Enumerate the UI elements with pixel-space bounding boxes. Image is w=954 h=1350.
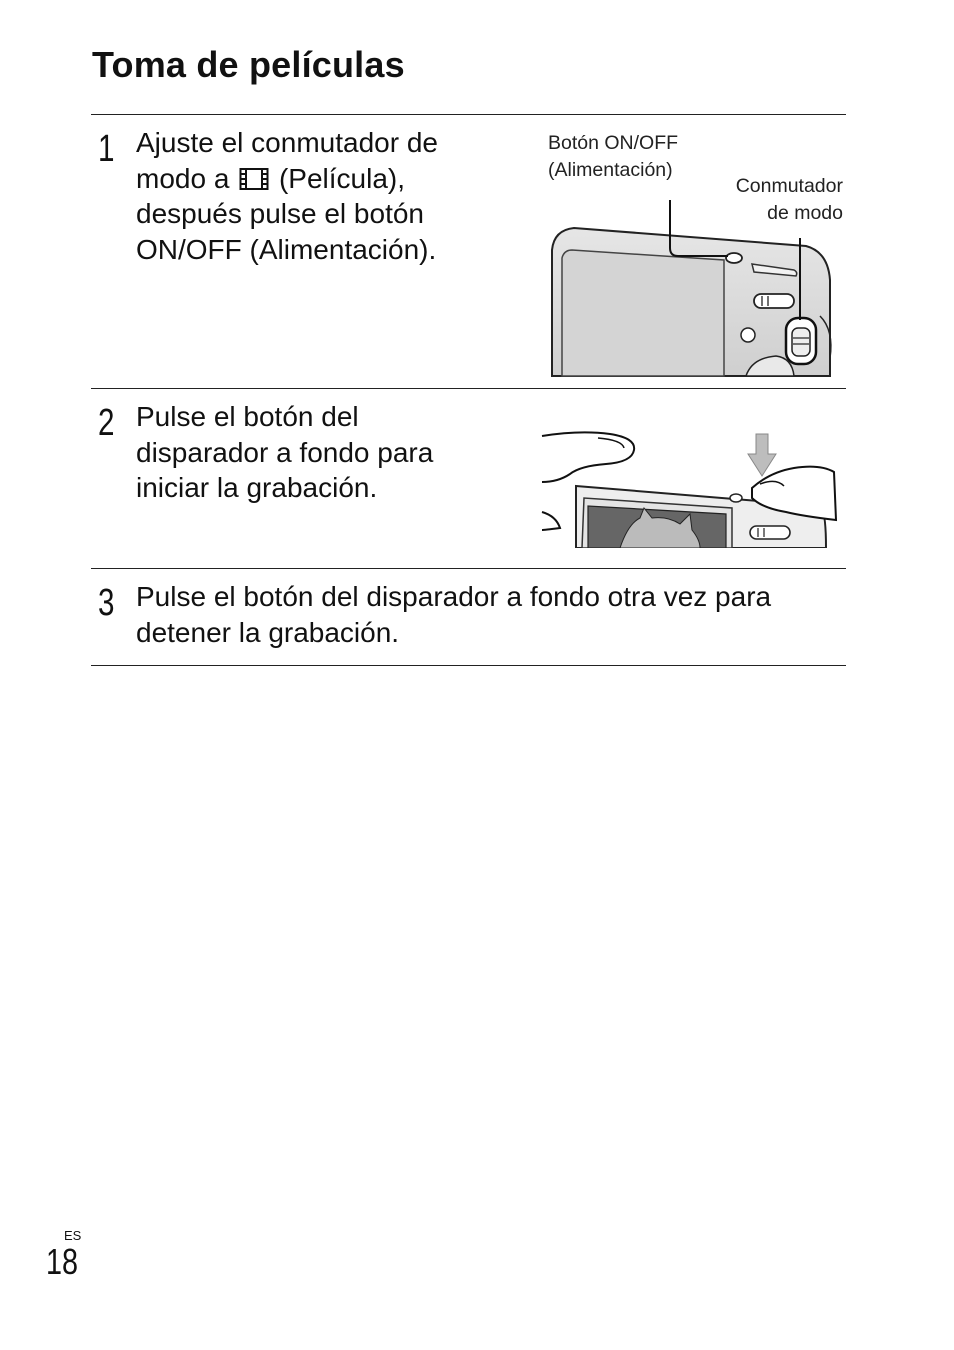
page-number: 18 [46,1241,79,1282]
movie-film-icon [239,167,269,191]
shutter-press-illustration [540,420,840,548]
divider [91,568,846,569]
callout-mode-line2: de modo [767,202,843,224]
step-2-text: Pulse el botón del disparador a fondo para iniciar la grabación. [136,401,434,503]
callout-power-line1: Botón ON/OFF [548,132,679,154]
step-1-text-part2: (Película), después pulse el botón ON/OFF (Alimentación). [136,162,437,265]
step-number: 2 [98,402,115,444]
callout-mode-line1: Conmutador [735,175,843,197]
step-number: 1 [98,128,115,170]
divider [91,114,846,115]
language-code: ES [64,1228,82,1243]
step-1-text-part1: Ajuste el conmutador de modo a [136,127,438,194]
step-1-text [136,125,496,267]
page-title: Toma de películas [92,44,405,85]
callout-power-button [548,130,678,184]
divider [91,665,846,666]
step-3-text: Pulse el botón del disparador a fondo otra vez para detener la grabación. [136,581,772,648]
callout-power-line2: (Alimentación) [548,159,673,181]
step-number: 3 [98,582,115,624]
divider [91,388,846,389]
camera-mode-switch-illustration [548,190,846,378]
